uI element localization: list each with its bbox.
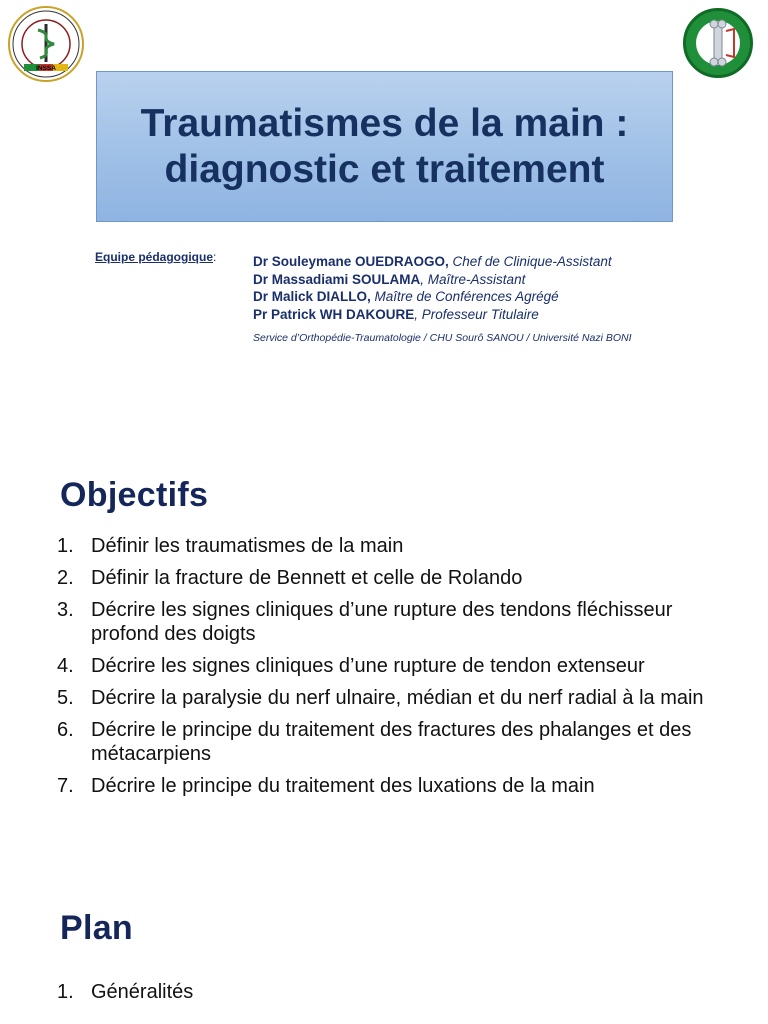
objectifs-heading: Objectifs	[60, 476, 209, 514]
team-member	[253, 253, 612, 271]
member-role: Chef de Clinique-Assistant	[448, 254, 612, 269]
plan-list	[57, 980, 709, 1012]
bone-emblem-icon	[686, 11, 750, 75]
member-role: , Maître-Assistant	[420, 271, 526, 287]
item-number: 1.	[57, 981, 74, 1003]
member-role: , Professeur Titulaire	[414, 306, 539, 322]
list-item	[57, 534, 709, 558]
inssa-emblem-icon	[10, 8, 82, 80]
team-list	[253, 253, 612, 323]
team-member	[253, 306, 612, 324]
item-number: 2.	[57, 567, 74, 589]
list-item	[57, 980, 709, 1004]
member-name: Pr Patrick WH DAKOURE	[253, 306, 415, 322]
svg-text:INSSA: INSSA	[36, 65, 56, 72]
item-text: Décrire les signes cliniques d’une rupture des tendons fléchisseur profond des doigts	[91, 599, 673, 645]
item-number: 1.	[57, 535, 74, 557]
item-number: 6.	[57, 719, 74, 741]
item-number: 7.	[57, 775, 74, 797]
member-name: Dr Massadiami SOULAMA	[253, 271, 421, 287]
item-text: Décrire la paralysie du nerf ulnaire, médian et du nerf radial à la main	[91, 687, 704, 709]
equipe-label-text: Equipe pédagogique	[95, 250, 214, 264]
inssa-logo	[8, 6, 84, 82]
equipe-label: Equipe pédagogique:	[95, 250, 217, 264]
item-text: Définir les traumatismes de la main	[91, 535, 404, 557]
title-line-2: diagnostic et traitement	[164, 147, 605, 191]
item-text: Généralités	[91, 981, 194, 1003]
item-number: 4.	[57, 655, 74, 677]
list-item	[57, 598, 709, 646]
plan-heading: Plan	[60, 909, 134, 947]
item-text: Définir la fracture de Bennett et celle de Rolando	[91, 567, 523, 589]
service-line: Service d’Orthopédie-Traumatologie / CHU Sourô SANOU / Université Nazi BONI	[253, 332, 632, 344]
title-box	[96, 71, 673, 222]
team-member	[253, 271, 612, 289]
list-item	[57, 654, 709, 678]
objectifs-list	[57, 534, 709, 806]
item-text: Décrire les signes cliniques d’une rupture de tendon extenseur	[91, 655, 645, 677]
team-member	[253, 288, 612, 306]
list-item	[57, 774, 709, 798]
list-item	[57, 718, 709, 766]
item-number: 5.	[57, 687, 74, 709]
item-text: Décrire le principe du traitement des luxations de la main	[91, 775, 595, 797]
member-name: Dr Souleymane OUEDRAOGO,	[253, 254, 449, 269]
member-role: Maître de Conférences Agrégé	[370, 289, 559, 304]
item-text: Décrire le principe du traitement des fractures des phalanges et des métacarpiens	[91, 719, 692, 765]
orthopedie-logo	[683, 8, 753, 78]
page-title	[141, 101, 629, 193]
item-number: 3.	[57, 599, 74, 621]
list-item	[57, 686, 709, 710]
title-line-1: Traumatismes de la main :	[140, 101, 629, 145]
list-item	[57, 566, 709, 590]
member-name: Dr Malick DIALLO,	[253, 289, 371, 304]
